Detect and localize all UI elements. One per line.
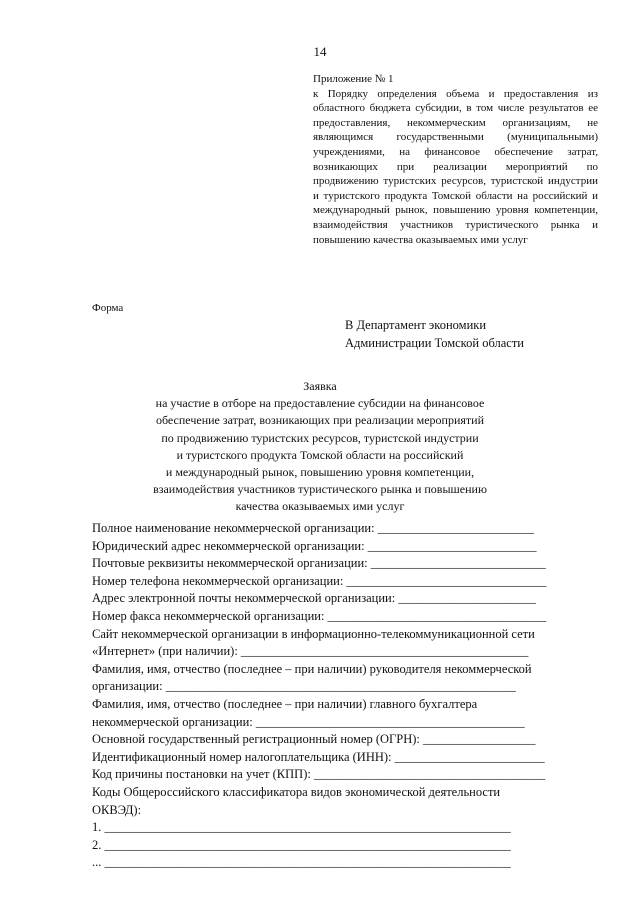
application-title: Заявка <box>303 379 337 393</box>
field-fax[interactable]: Номер факса некоммерческой организации: ___________________________________ <box>92 608 547 623</box>
application-heading <box>90 378 550 516</box>
field-okved-label-cont: ОКВЭД): <box>92 802 142 817</box>
page-number: 14 <box>313 44 327 59</box>
field-director-label: Фамилия, имя, отчество (последнее – при наличии) руководителя некоммерческой <box>92 661 532 676</box>
heading-line: обеспечение затрат, возникающих при реализации мероприятий <box>155 413 484 428</box>
field-inn[interactable]: Идентификационный номер налогоплательщика (ИНН): ________________________ <box>92 749 545 764</box>
field-ogrn[interactable]: Основной государственный регистрационный номер (ОГРН): __________________ <box>92 732 536 747</box>
field-website-label: Сайт некоммерческой организации в информационно-телекоммуникационной сети <box>92 626 535 641</box>
field-director[interactable]: организации: ________________________________________________________ <box>92 679 516 694</box>
heading-line: взаимодействия участников туристического рынка и повышению <box>153 482 487 497</box>
form-fields <box>92 520 597 872</box>
heading-line: и международный рынок, повышению уровня компетенции, <box>165 465 475 480</box>
field-full-name[interactable]: Полное наименование некоммерческой организации: _________________________ <box>92 521 534 535</box>
appendix-text: к Порядку определения объема и предоставления из областного бюджета субсидии, в том числе результатов ее предоставления, некоммерческим организациям, не являющимся государственными (муниципальными) учреждениями, на финансовое обеспечение затрат, возникающих при реализации мероприятий по продвижению туристских ресурсов, туристской индустрии и туристского продукта Томской области на российский и международный рынок, повышению уровня компетенции, взаимодействия участников туристического рынка и повышению качества оказываемых ими услуг <box>313 87 598 246</box>
addressee-line: В Департамент экономики <box>345 318 487 332</box>
field-accountant-label: Фамилия, имя, отчество (последнее – при наличии) главного бухгалтера <box>92 696 478 711</box>
heading-line: качества оказываемых ими услуг <box>235 499 405 514</box>
appendix-title: Приложение № 1 <box>313 73 394 85</box>
field-okved-label: Коды Общероссийского классификатора видов экономической деятельности <box>92 784 501 799</box>
field-kpp[interactable]: Код причины постановки на учет (КПП): _____________________________________ <box>92 767 546 782</box>
field-okved-1[interactable]: 1. _________________________________________________________________ <box>92 820 511 835</box>
appendix-block <box>313 72 598 247</box>
field-phone[interactable]: Номер телефона некоммерческой организации: ________________________________ <box>92 573 547 588</box>
field-email[interactable]: Адрес электронной почты некоммерческой организации: ______________________ <box>92 591 536 606</box>
addressee-block <box>345 316 524 352</box>
form-label: Форма <box>92 302 124 314</box>
addressee-line: Администрации Томской области <box>345 336 524 350</box>
heading-line: и туристского продукта Томской области на российский <box>176 447 464 462</box>
field-postal-details[interactable]: Почтовые реквизиты некоммерческой организации: ____________________________ <box>92 556 546 571</box>
heading-line: на участие в отборе на предоставление субсидии на финансовое <box>155 396 485 411</box>
field-accountant[interactable]: некоммерческой организации: ___________________________________________ <box>92 714 525 729</box>
field-okved-more[interactable]: ... _________________________________________________________________ <box>92 855 511 870</box>
field-legal-address[interactable]: Юридический адрес некоммерческой организации: ___________________________ <box>92 538 537 553</box>
heading-line: по продвижению туристских ресурсов, туристской индустрии <box>161 430 479 445</box>
field-okved-2[interactable]: 2. _________________________________________________________________ <box>92 837 511 852</box>
field-website[interactable]: «Интернет» (при наличии): ______________________________________________ <box>92 644 529 659</box>
